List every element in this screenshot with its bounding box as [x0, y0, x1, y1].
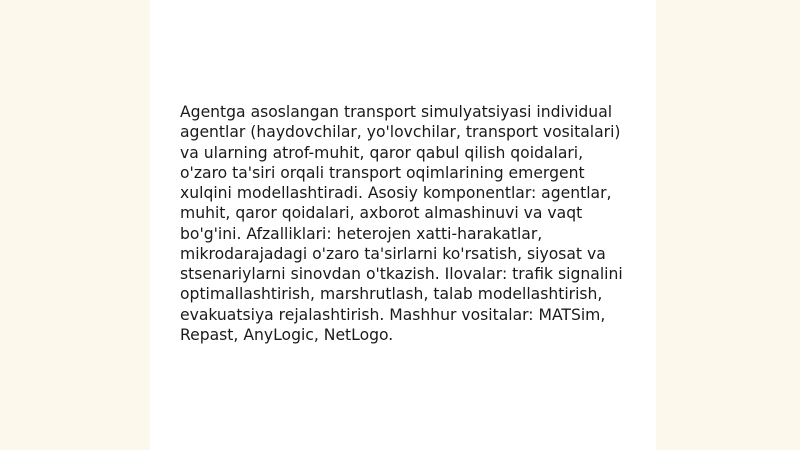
- document-page: [150, 0, 656, 450]
- body-paragraph: Agentga asoslangan transport simulyatsiyasi individual agentlar (haydovchilar, yo'lovchilar, transport vositalari) va ularning atrof-muhit, qaror qabul qilish qoidalari, o'zaro ta'siri orqali transport oqimlarining emergent xulqini modellashtiradi. Asosiy komponentlar: agentlar, muhit, qaror qoidalari, axborot almashinuvi va vaqt bo'g'ini. Afzalliklari: heterojen xatti-harakatlar, mikrodarajadagi o'zaro ta'sirlarni ko'rsatish, siyosat va stsenariylarni sinovdan o'tkazish. Ilovalar: trafik signalini optimallashtirish, marshrutlash, talab modellashtirish, evakuatsiya rejalashtirish. Mashhur vositalar: MATSim, Repast, AnyLogic, NetLogo.: [180, 103, 623, 344]
